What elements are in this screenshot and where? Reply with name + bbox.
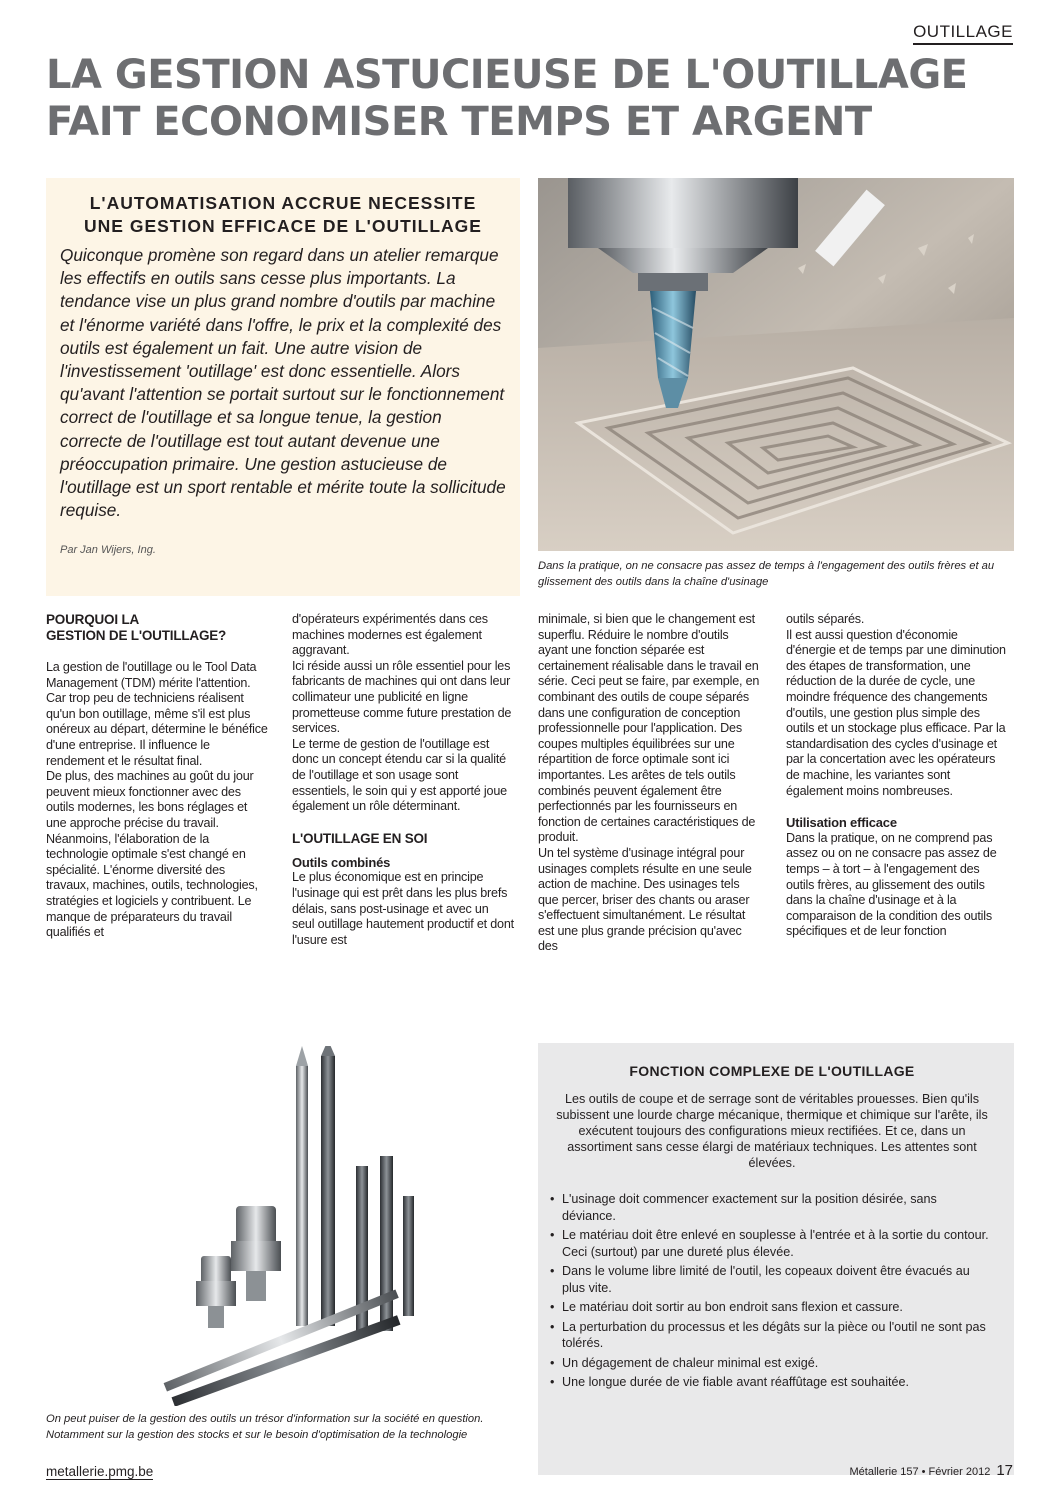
tools-caption: On peut puiser de la gestion des outils un trésor d'information sur la société en question. Notamment sur la gestion des stocks et sur le besoin d'optimisation de la technologie [46,1413,484,1441]
footer-website-link[interactable]: metallerie.pmg.be [46,1464,154,1479]
col4-paragraph-1: outils séparés. [786,612,865,626]
footer-issue-label: Métallerie 157 • Février 2012 [849,1466,991,1478]
col4-paragraph-3: Dans la pratique, on ne comprend pas assez ou on ne consacre pas assez de temps – à tort – à l'engagement des outils frères, au glissement des outils dans la chaîne d'usinage et à la comparaison de la condition des outils spécifiques et de leur fonction [786,830,997,939]
col1-paragraph-2: De plus, des machines au goût du jour peuvent mieux fonctionner avec des outils modernes, les bons réglages et une approche précise du travail. Néanmoins, l'élaboration de la technologie optimale s'est changé en spécialité. L'énorme diversité des travaux, machines, outils, technologies, stratégies et logiciels y contribuent. Le manque de préparateurs du travail qualifiés et [46,769,258,940]
col2-paragraph-2: Ici réside aussi un rôle essentiel pour les fabricants de machines qui ont dans leur collimateur une publicité en ligne prometteuse comme future prestation de services. [292,658,512,736]
col1-heading-line-2: GESTION DE L'OUTILLAGE? [46,628,227,643]
column-1 [46,612,268,941]
column-4 [786,612,1008,940]
headline-line-2: FAIT ECONOMISER TEMPS ET ARGENT [46,99,872,145]
page-number: 17 [996,1462,1013,1479]
author-byline: Par Jan Wijers, Ing. [60,544,156,557]
photo-caption: Dans la pratique, on ne consacre pas assez de temps à l'engagement des outils frères et au glissement des outils dans la chaîne d'usinage [538,560,995,588]
sidebar-title: FONCTION COMPLEXE DE L'OUTILLAGE [629,1063,915,1079]
intro-title-line-1: L'AUTOMATISATION ACCRUE NECESSITE [89,193,477,213]
col2-heading: L'OUTILLAGE EN SOI [292,830,428,846]
intro-title-line-2: UNE GESTION EFFICACE DE L'OUTILLAGE [84,216,482,236]
intro-text: Quiconque promène son regard dans un atelier remarque les effectifs en outils sans cesse plus importants. La tendance vise un plus grand nombre d'outils par machine et l'énorme variété dans l'offre, le prix et la complexité des outils est également un fait. Une autre vision de l'investissement 'outillage' est donc essentielle. Alors qu'avant l'attention se portait surtout sur le fonctionnement correct de l'outillage et sa longue tenue, la gestion correcte de l'outillage est tout autant devenue une préoccupation primaire. Une gestion astucieuse de l'outillage est un sport rentable et mérite toute la sollicitude requise. [60,245,506,521]
section-label: OUTILLAGE [913,22,1013,45]
column-2 [292,612,514,948]
col1-heading [46,612,268,644]
list-item: • Le matériau doit sortir au bon endroit sans flexion et cassure. [550,1299,994,1316]
article-headline [46,52,1026,146]
col3-paragraph-1: minimale, si bien que le changement est superflu. Réduire le nombre d'outils ayant une fonction séparée est certainement réalisable dans le travail en série. Ceci peut se faire, par exemple, en combinant des outils de coupe séparés dans une configuration de conception professionnelle pour l'application. Des coupes multiples équilibrées sur une répartition de force optimale sont ici importantes. Les arêtes de tels outils combinés peuvent également être perfectionnés par les fournisseurs en fonction de certaines caractéristiques de produit. [538,612,760,845]
list-item: • L'usinage doit commencer exactement sur la position désirée, sans déviance. [550,1191,994,1224]
tools-illustration [146,1046,436,1406]
list-item: • Dans le volume libre limité de l'outil, les copeaux doivent être évacués au plus vite. [550,1263,994,1296]
footer-issue [850,1462,1014,1479]
col3-paragraph-2: Un tel système d'usinage intégral pour usinages complets résulte en une seule action de machine. Des usinages tels que percer, briser des chants ou araser s'effectuent simultanément. Le résultat est une plus grande précision qu'avec des [538,845,752,954]
tools-photo [146,1046,436,1406]
list-item: • Le matériau doit être enlevé en souplesse à l'entrée et à la sortie du contour. Ceci (surtout) par une dureté plus élevée. [550,1227,994,1260]
milling-photo [538,178,1014,551]
col4-paragraph-2: Il est aussi question d'économie d'énergie et de temps par une diminution des étapes de transformation, une réduction de la durée de cycle, une moindre fréquence des changements d'outils, une gestion plus simple des outils et un stockage plus efficace. Par la standardisation des cycles d'usinage et par la concertation avec les opérateurs de machine, les variantes sont également moins nombreuses. [786,627,1006,798]
sidebar-box [538,1043,1014,1475]
sidebar-bullet-list [550,1191,994,1391]
intro-box [46,178,520,596]
sidebar-intro: Les outils de coupe et de serrage sont de véritables prouesses. Bien qu'ils subissent une lourde charge mécanique, thermique et chimique sur l'arête, ils exécutent toujours des configurations mieux rectifiées. Et ce, dans un assortiment sans cesse élargi de matériaux techniques. Les attentes sont élevées. [556,1092,988,1170]
milling-illustration [538,178,1014,551]
col1-paragraph-1: La gestion de l'outillage ou le Tool Data Management (TDM) mérite l'attention. Car trop peu de techniciens réalisent qu'un bon outillage, même s'il est plus onéreux au départ, détermine le bénéfice d'une entreprise. Il influence le rendement et le résultat final. [46,660,268,768]
list-item: • Un dégagement de chaleur minimal est exigé. [550,1355,994,1372]
list-item: • Une longue durée de vie fiable avant réaffûtage est souhaitée. [550,1374,994,1391]
column-3 [538,612,760,955]
col2-subheading: Outils combinés [292,854,391,870]
headline-line-1: LA GESTION ASTUCIEUSE DE L'OUTILLAGE [46,52,968,98]
list-item: • La perturbation du processus et les dégâts sur la pièce ou l'outil ne sont pas tolérés. [550,1319,994,1352]
col2-paragraph-3: Le terme de gestion de l'outillage est donc un concept étendu car si la qualité de l'outillage et son usage sont essentiels, le soin qui y est apporté joue également un rôle déterminant. [292,736,507,814]
col1-heading-line-1: POURQUOI LA [46,612,140,627]
col2-paragraph-1: d'opérateurs expérimentés dans ces machines modernes est également aggravant. [292,612,488,658]
col2-paragraph-4: Le plus économique est en principe l'usinage qui est prêt dans les plus brefs délais, sans post-usinage et avec un seul outillage hautement productif et dont l'usure est [292,870,514,947]
intro-title [60,192,506,238]
col4-subheading: Utilisation efficace [786,815,897,831]
